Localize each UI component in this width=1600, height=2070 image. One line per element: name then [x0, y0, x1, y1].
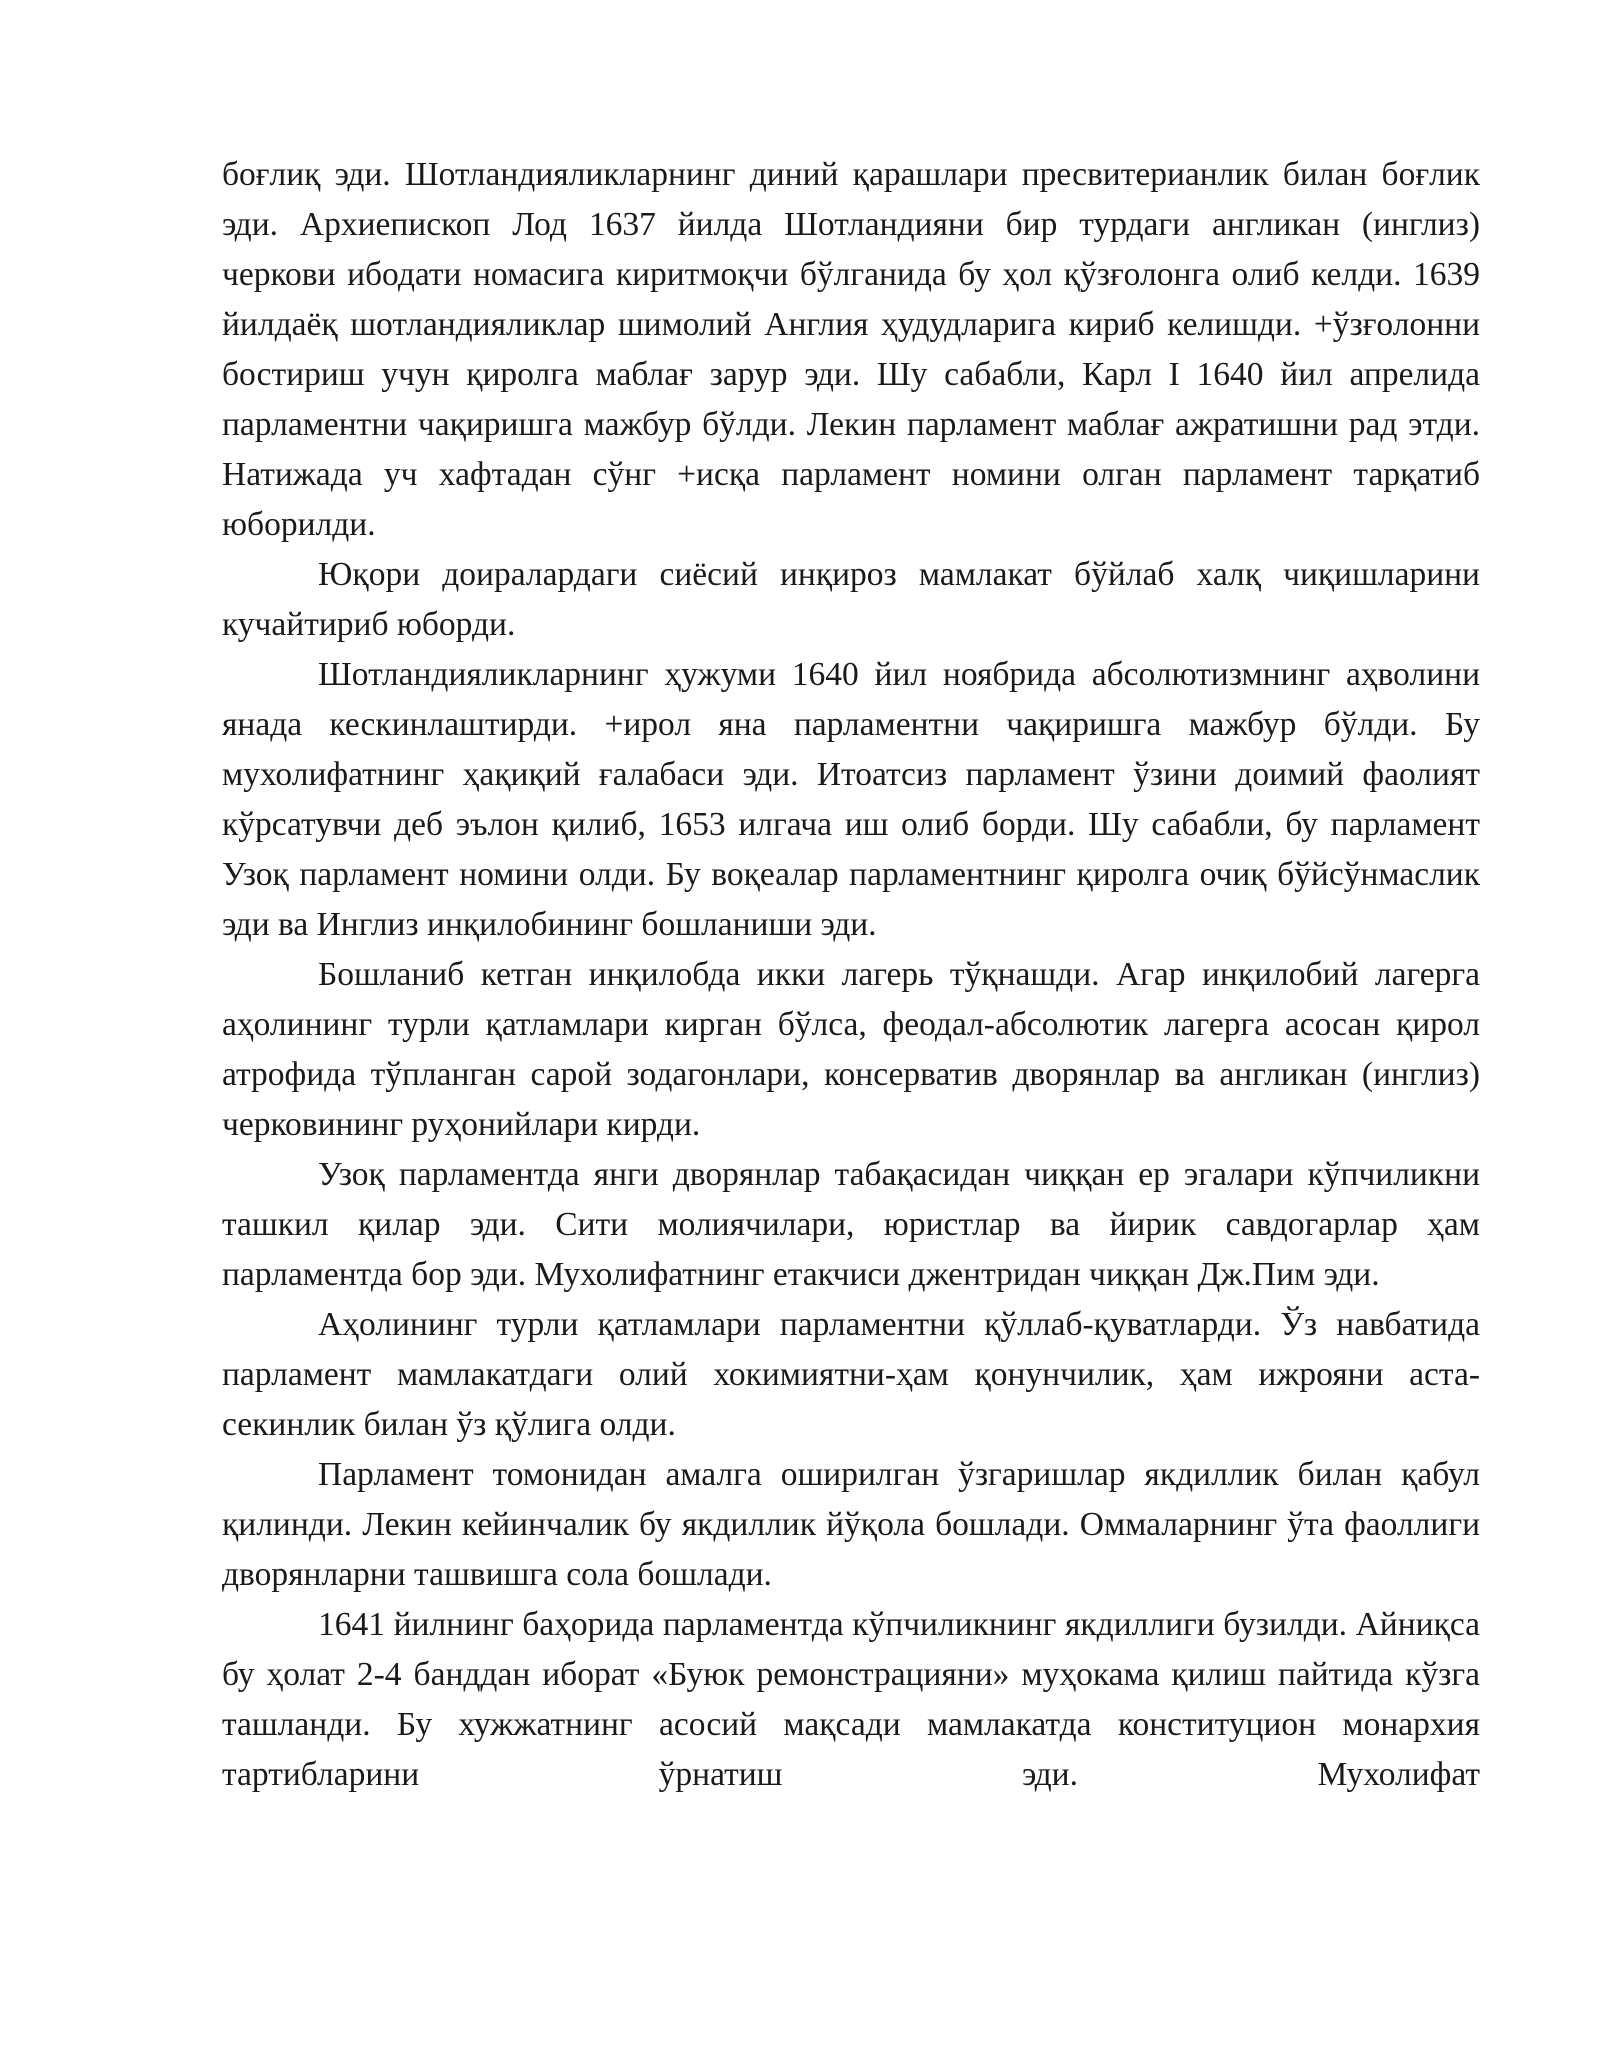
paragraph-8: 1641 йилнинг баҳорида парламентда кўпчиликнинг якдиллиги бузилди. Айниқса бу ҳолат 2-4 банддан иборат «Буюк ремонстрацияни» муҳокама қилиш пайтида кўзга ташланди. Бу хужжатнинг асосий мақсади мамлакатда конституцион монархия тартибларини ўрнатиш эди. Мухолифат	[222, 1606, 1480, 1793]
paragraph-3: Шотландияликларнинг ҳужуми 1640 йил ноябрида абсолютизмнинг аҳволини янада кескинлаштирди. +ирол яна парламентни чақиришга мажбур бўлди. Бу мухолифатнинг ҳақиқий ғалабаси эди. Итоатсиз парламент ўзини доимий фаолият кўрсатувчи деб эълон қилиб, 1653 илгача иш олиб борди. Шу сабабли, бу парламент Узоқ парламент номини олди. Бу воқеалар парламентнинг қиролга очиқ бўйсўнмаслик эди ва Инглиз инқилобининг бошланиши эди.	[222, 656, 1480, 943]
paragraph-5: Узоқ парламентда янги дворянлар табақасидан чиққан ер эгалари кўпчиликни ташкил қилар эди. Сити молиячилари, юристлар ва йирик савдогарлар ҳам парламентда бор эди. Мухолифатнинг етакчиси джентридан чиққан Дж.Пим эди.	[222, 1156, 1480, 1293]
paragraph-6: Аҳолининг турли қатламлари парламентни қўллаб-қуватларди. Ўз навбатида парламент мамлакатдаги олий хокимиятни-ҳам қонунчилик, ҳам ижрояни аста-секинлик билан ўз қўлига олди.	[222, 1306, 1480, 1443]
paragraph-7: Парламент томонидан амалга оширилган ўзгаришлар якдиллик билан қабул қилинди. Лекин кейинчалик бу якдиллик йўқола бошлади. Оммаларнинг ўта фаоллиги дворянларни ташвишга сола бошлади.	[222, 1456, 1480, 1593]
paragraph-1: боғлиқ эди. Шотландияликларнинг диний қарашлари пресвитерианлик билан боғлик эди. Архиепископ Лод 1637 йилда Шотландияни бир турдаги англикан (инглиз) черкови ибодати номасига киритмоқчи бўлганида бу ҳол қўзғолонга олиб келди. 1639 йилдаёқ шотландияликлар шимолий Англия ҳудудларига кириб келишди. +ўзғолонни бостириш учун қиролга маблағ зарур эди. Шу сабабли, Карл I 1640 йил апрелида парламентни чақиришга мажбур бўлди. Лекин парламент маблағ ажратишни рад этди. Натижада уч хафтадан сўнг +исқа парламент номини олган парламент тарқатиб юборилди.	[222, 156, 1480, 543]
document-page	[222, 150, 1480, 1800]
paragraph-2: Юқори доиралардаги сиёсий инқироз мамлакат бўйлаб халқ чиқишларини кучайтириб юборди.	[222, 556, 1480, 643]
paragraph-4: Бошланиб кетган инқилобда икки лагерь тўқнашди. Агар инқилобий лагерга аҳолининг турли қатламлари кирган бўлса, феодал-абсолютик лагерга асосан қирол атрофида тўпланган сарой зодагонлари, консерватив дворянлар ва англикан (инглиз) черковининг руҳонийлари кирди.	[222, 956, 1480, 1143]
